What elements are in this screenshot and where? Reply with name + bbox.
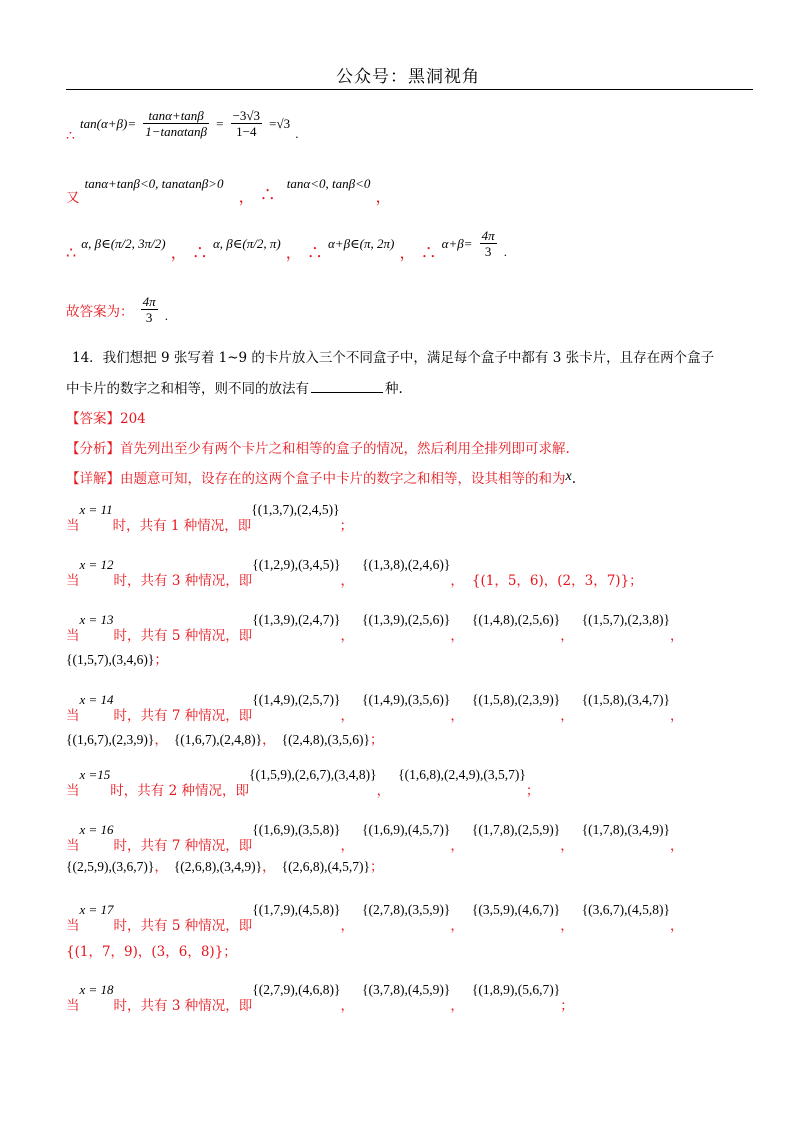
case-line: $_当x = 16_{时,共有 7 种情况,即}\{(1,6,9),(3,5,8)\}_,\{(1,6,9),(4,5,7)\}_,\{(1,7,8),(2,5,9)\}_,\{(1,7,8),(3,4,9)\}_,$	[66, 822, 684, 854]
case-set: {(1,4,9),(3,5,6)}	[362, 692, 451, 707]
case-line-continued: {(1，7，9)，(3，6，8)}；	[66, 944, 237, 960]
case-x-value: x = 16	[79, 822, 114, 837]
page-header: 公众号：黑洞视角	[336, 67, 480, 87]
case-set: {(1,4,9),(2,5,7)}	[252, 692, 341, 707]
case-set: {(1,6,9),(4,5,7)}	[362, 822, 451, 837]
tan-expr: tan(α+β)=	[80, 116, 137, 131]
case-line: $_当x = 14_{时,共有 7 种情况,即}\{(1,4,9),(2,5,7)\}_,\{(1,4,9),(3,5,6)\}_,\{(1,5,8),(2,3,9)\}_,\{(1,5,8),(3,4,7)\}_,$	[66, 692, 684, 724]
case-set: {(1，7，9)，(3，6，8)}	[66, 944, 224, 960]
fraction-1: $\frac{\tan\alpha+\tan\beta}{1-\tan\alpha\tan\beta}$	[145, 108, 208, 139]
case-prefix: 当	[66, 708, 80, 724]
case-prefix: 当	[66, 998, 80, 1014]
case-set: {(1,6,8),(2,4,9),(3,5,7)}	[398, 767, 526, 782]
you-label: 又	[66, 190, 80, 206]
case-set: {(3,6,7),(4,5,8)}	[581, 902, 671, 917]
case-prefix: 当	[66, 918, 80, 934]
case-x-value: x = 17	[79, 902, 114, 917]
case-set: {(1,8,9),(5,6,7)}	[471, 982, 561, 997]
case-count-text: 时，共有 1 种情况，即	[112, 518, 252, 534]
case-set: {(3,5,9),(4,6,7)}	[471, 902, 561, 917]
case-set: {(1,6,7),(2,3,9)}	[66, 732, 155, 747]
case-set: {(1,5,7),(3,4,6)}	[66, 652, 155, 667]
case-set: {(1,5,8),(3,4,7)}	[581, 692, 671, 707]
case-line: $_当x =15_{时,共有 2 种情况,即}\{(1,5,9),(2,6,7),(3,4,8)\}_,\{(1,6,8),(2,4,9),(3,5,7)\}_;$	[66, 767, 540, 799]
case-prefix: 当	[66, 783, 80, 799]
case-set: {(1,7,8),(3,4,9)}	[581, 822, 671, 837]
case-count-text: 时，共有 7 种情况，即	[113, 838, 253, 854]
case-set: {(3,7,8),(4,5,9)}	[362, 982, 451, 997]
case-set: {(1,3,9),(2,4,7)}	[252, 612, 341, 627]
case-line: $_当x = 17_{时,共有 5 种情况,即}\{(1,7,9),(4,5,8)\}_,\{(2,7,8),(3,5,9)\}_,\{(3,5,9),(4,6,7)\}_,\{(3,6,7),(4,5,8)\}_,$	[66, 902, 684, 934]
case-x-value: x = 14	[79, 692, 114, 707]
case-count-text: 时，共有 5 种情况，即	[113, 628, 253, 644]
condition-1: tanα+tanβ<0, tanαtanβ>0	[84, 176, 224, 191]
condition-line: $_又$ tanα+tanβ<0, tanαtanβ>0 ， ∴ tanα<0, tanβ<0 ，	[66, 176, 392, 206]
case-set: {(1，5，6)，(2，3，7)}	[471, 573, 630, 589]
case-set: {(1,3,9),(2,5,6)}	[362, 612, 451, 627]
case-count-text: 时，共有 2 种情况，即	[110, 783, 249, 799]
case-x-value: x = 18	[79, 982, 114, 997]
case-line-continued: {(1,6,7),(2,3,9)}， {(1,6,7),(2,4,8)}， {(2,4,8),(3,5,6)}；	[66, 732, 384, 748]
case-count-text: 时，共有 3 种情况，即	[113, 998, 253, 1014]
case-line: $_当x = 11_{时,共有 1 种情况,即}\{(1,3,7),(2,4,5)\}_;$	[66, 502, 354, 534]
case-prefix: 当	[66, 628, 80, 644]
case-set: {(2,6,8),(3,4,9)}	[173, 859, 263, 874]
case-set: {(1,2,9),(3,4,5)}	[252, 557, 341, 572]
case-x-value: x = 11	[79, 502, 113, 517]
condition-2: tanα<0, tanβ<0	[286, 176, 371, 191]
case-set: {(1,6,7),(2,4,8)}	[173, 732, 263, 747]
case-set: {(1,7,8),(2,5,9)}	[471, 822, 561, 837]
tan-sum-line: ∴ tan(α+β)= $\frac{\tan\alpha+\tan\beta}{1-\tan\alpha\tan\beta}$ = $\frac{-3√3}{1-4}$ =√3 $_.$	[66, 108, 299, 144]
case-line: $_当x = 12_{时,共有 3 种情况,即}\{(1,2,9),(3,4,5)\}_,\{(1,3,8),(2,4,6)\}_,$ $_{\{(1,5,6),(2,3,7)\};}$	[66, 557, 643, 589]
case-set: {(1,6,9),(3,5,8)}	[252, 822, 341, 837]
therefore-symbol: ∴	[66, 128, 75, 144]
case-set: {(1,5,7),(2,3,8)}	[581, 612, 671, 627]
case-count-text: 时，共有 7 种情况，即	[113, 708, 253, 724]
answer-line: 故答案为： $\frac{4\pi}{3}$ $_.$	[66, 294, 168, 325]
case-set: {(1,5,9),(2,6,7),(3,4,8)}	[248, 767, 377, 782]
sum-fraction: $\frac{4\pi}{3}$	[481, 228, 495, 259]
range-1: α, β∈(π/2, 3π/2)	[81, 236, 166, 251]
case-set: {(2,6,8),(4,5,7)}	[281, 859, 370, 874]
range-line: ∴ α, β∈(π/2, 3π/2) ， ∴ α, β∈(π/2, π) ， ∴ α+β∈(π, 2π) ， ∴ α+β= $\frac{4\pi}{3}$ $_.$	[66, 228, 507, 262]
case-count-text: 时，共有 3 种情况，即	[113, 573, 253, 589]
case-prefix: 当	[66, 838, 80, 854]
answer-tag: 【答案】204	[66, 411, 146, 427]
case-set: {(2,4,8),(3,5,6)}	[281, 732, 370, 747]
case-set: {(2,7,8),(3,5,9)}	[362, 902, 451, 917]
detail-tag: 【详解】由题意可知，设存在的这两个盒子中卡片的数字之和相等，设其相等的和为x.	[66, 469, 577, 487]
range-2: α, β∈(π/2, π)	[212, 236, 281, 251]
answer-fraction: $\frac{4\pi}{3}$	[142, 294, 156, 325]
question-14-line2: 中卡片的数字之和相等，则不同的放法有 种.	[66, 381, 403, 397]
case-set: {(1,3,7),(2,4,5)}	[251, 502, 340, 517]
case-x-value: x = 13	[79, 612, 114, 627]
answer-label: 故答案为：	[66, 304, 134, 320]
fraction-2: $\frac{-3√3}{1-4}$	[232, 108, 261, 139]
case-prefix: 当	[66, 518, 80, 534]
case-line-continued: {(1,5,7),(3,4,6)}；	[66, 652, 168, 668]
analysis-tag: 【分析】首先列出至少有两个卡片之和相等的盒子的情况，然后利用全排列即可求解.	[66, 441, 570, 457]
case-set: {(1,5,8),(2,3,9)}	[471, 692, 561, 707]
case-set: {(1,7,9),(4,5,8)}	[252, 902, 341, 917]
question-14-line1: 14．我们想把 9 张写着 1~9 的卡片放入三个不同盒子中，满足每个盒子中都有 3 张卡片，且存在两个盒子	[72, 350, 715, 366]
answer-blank	[311, 380, 383, 393]
case-set: {(2,5,9),(3,6,7)}	[66, 859, 155, 874]
case-line-continued: {(2,5,9),(3,6,7)}， {(2,6,8),(3,4,9)}， {(2,6,8),(4,5,7)}；	[66, 859, 384, 875]
case-count-text: 时，共有 5 种情况，即	[113, 918, 253, 934]
case-set: {(2,7,9),(4,6,8)}	[252, 982, 341, 997]
case-x-value: x = 12	[79, 557, 114, 572]
case-line: $_当x = 13_{时,共有 5 种情况,即}\{(1,3,9),(2,4,7)\}_,\{(1,3,9),(2,5,6)\}_,\{(1,4,8),(2,5,6)\}_,\{(1,5,7),(2,3,8)\}_,$	[66, 612, 684, 644]
case-x-value: x =15	[79, 767, 111, 782]
range-3: α+β∈(π, 2π)	[327, 236, 395, 251]
case-line: $_当x = 18_{时,共有 3 种情况,即}\{(2,7,9),(4,6,8)\}_,\{(3,7,8),(4,5,9)\}_,\{(1,8,9),(5,6,7)\}_;$	[66, 982, 574, 1014]
case-set: {(1,4,8),(2,5,6)}	[471, 612, 561, 627]
header-rule	[66, 89, 753, 90]
case-prefix: 当	[66, 573, 80, 589]
case-set: {(1,3,8),(2,4,6)}	[362, 557, 451, 572]
